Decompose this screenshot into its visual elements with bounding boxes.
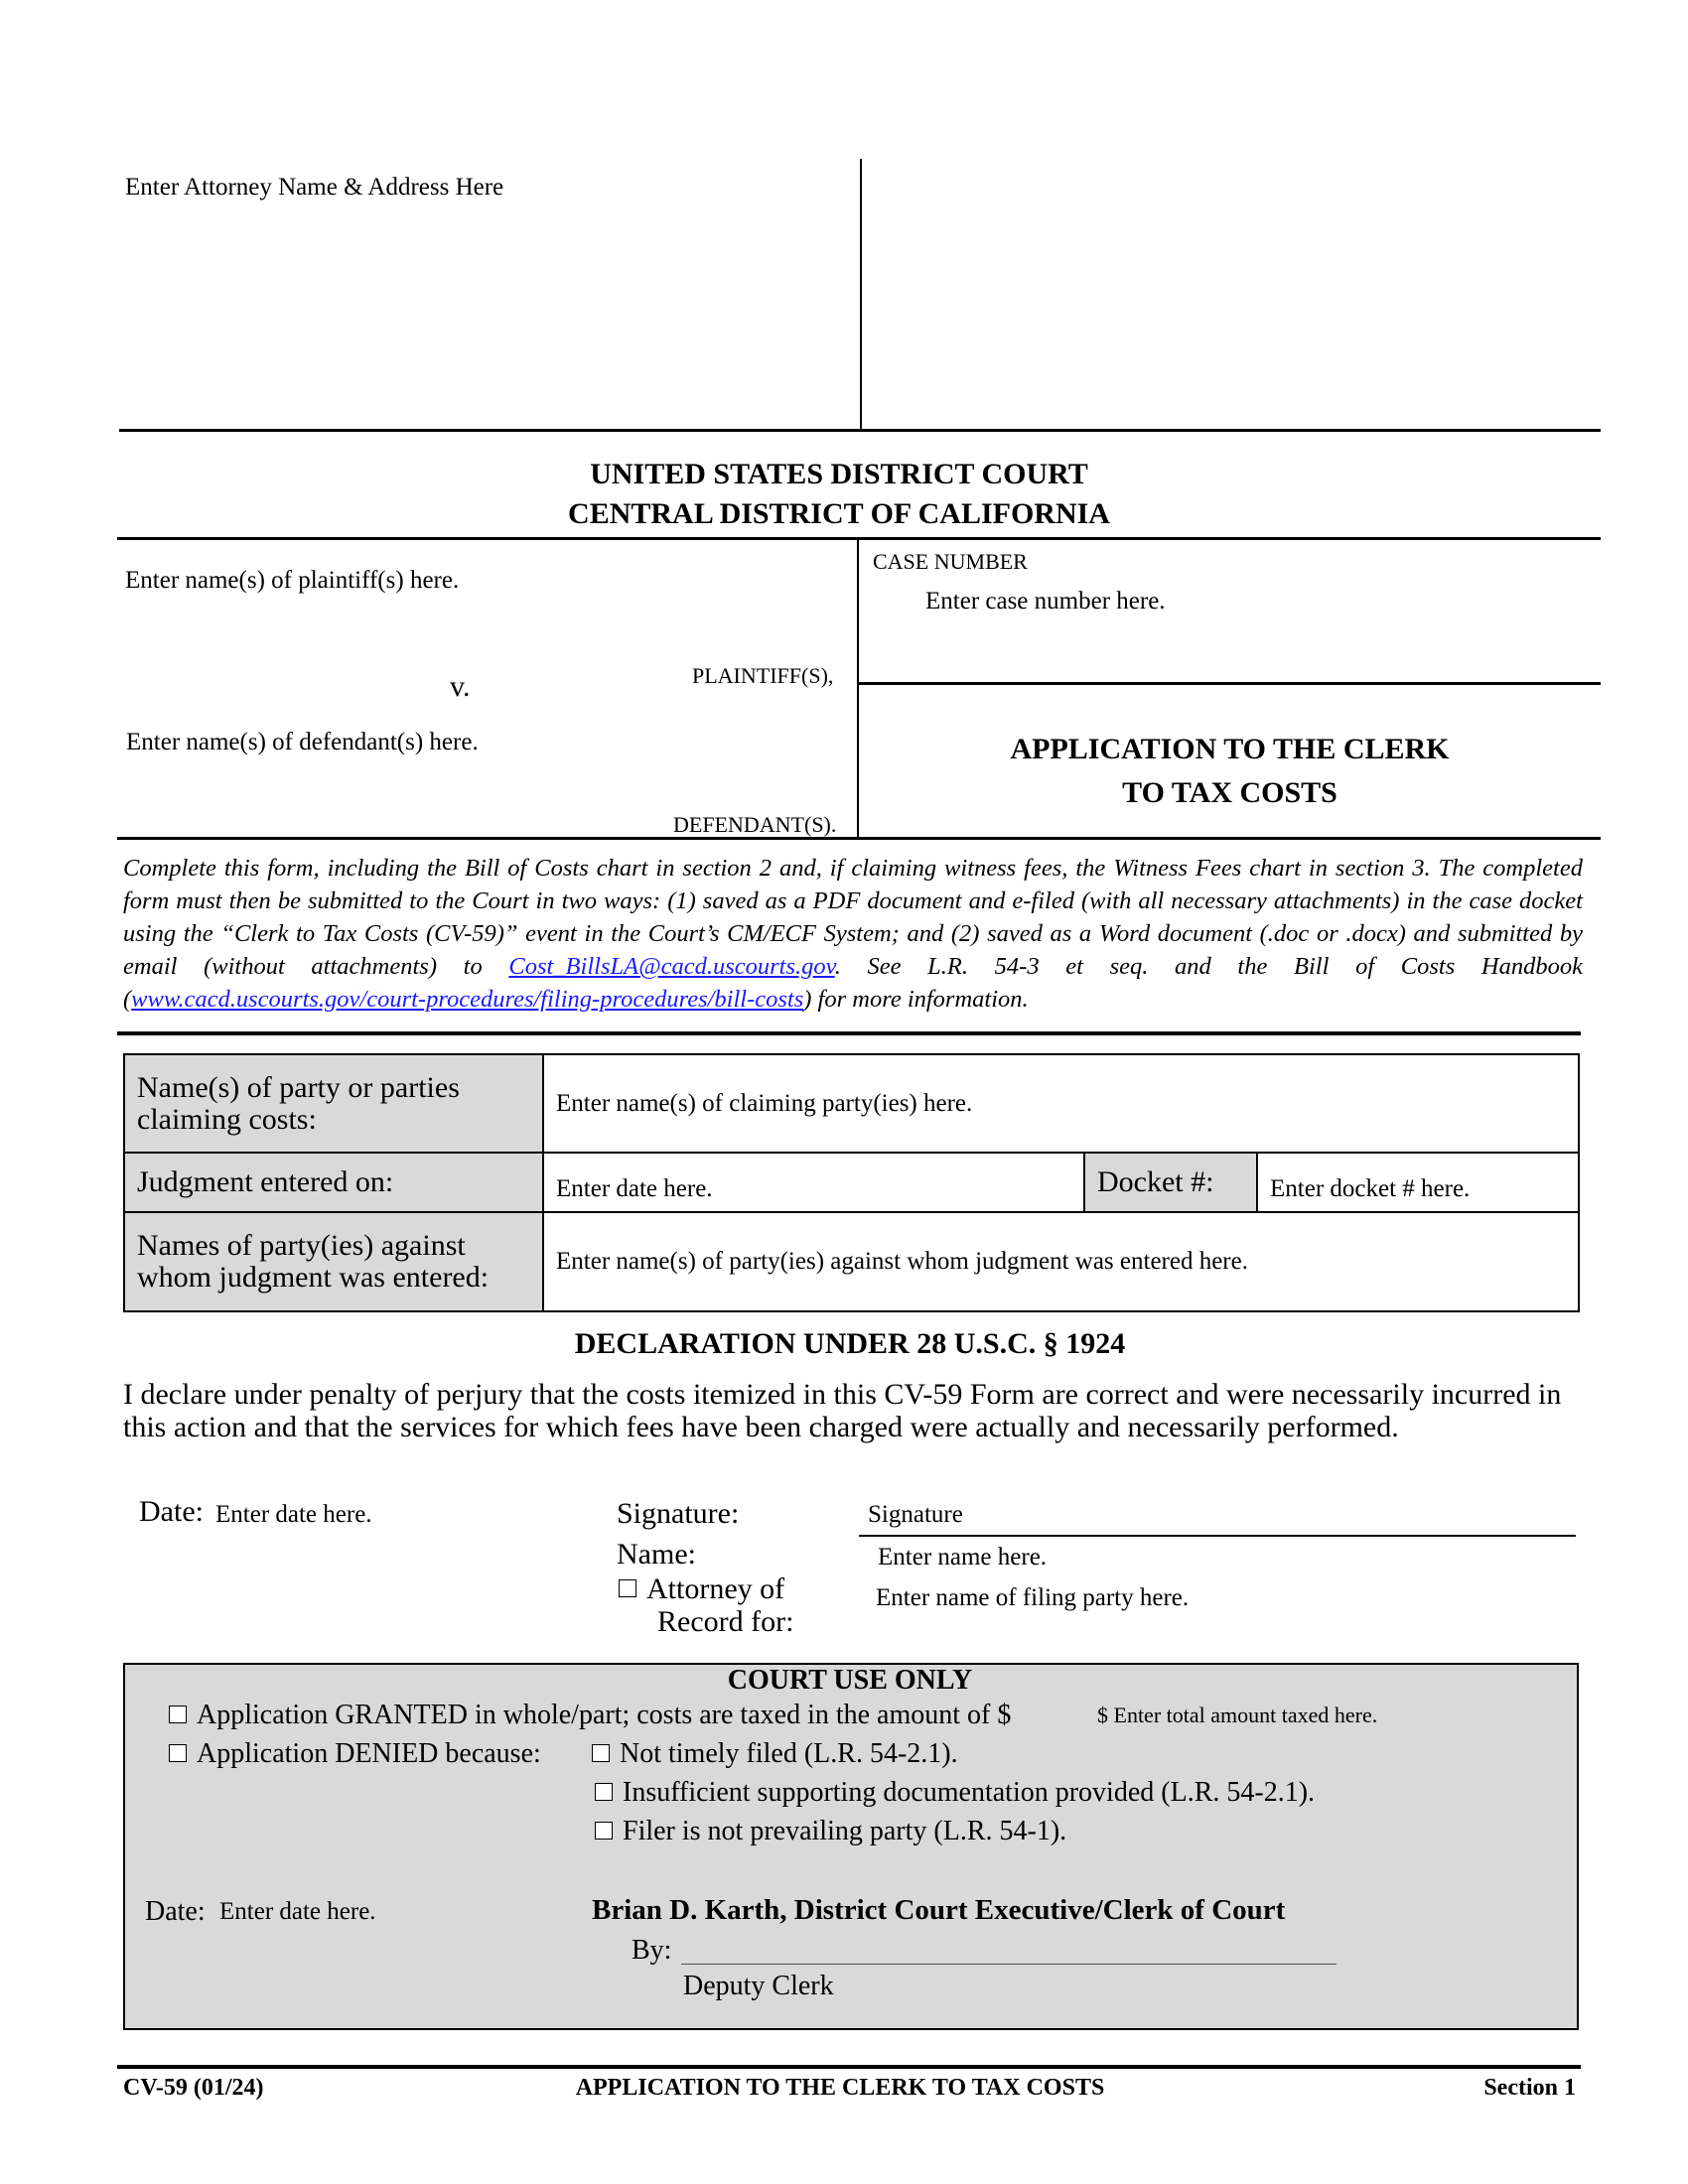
- declaration-date-field[interactable]: Enter date here.: [215, 1501, 372, 1528]
- court-name: UNITED STATES DISTRICT COURT: [590, 458, 1088, 490]
- granted-label: Application GRANTED in whole/part; costs are taxed in the amount of $: [197, 1700, 1012, 1730]
- attorney-block-divider: [860, 159, 862, 430]
- filing-party-field[interactable]: Enter name of filing party here.: [876, 1584, 1190, 1611]
- reason-not-prevailing-checkbox[interactable]: [595, 1822, 613, 1840]
- declarant-name-field[interactable]: Enter name here.: [878, 1544, 1048, 1570]
- instructions-bottom-rule: [117, 1031, 1581, 1035]
- reason-not-timely-label: Not timely filed (L.R. 54-2.1).: [620, 1738, 958, 1769]
- defendant-name-field[interactable]: Enter name(s) of defendant(s) here.: [126, 729, 479, 755]
- reason-not-timely-checkbox[interactable]: [592, 1744, 610, 1762]
- declaration-heading: DECLARATION UNDER 28 U.S.C. § 1924: [574, 1327, 1126, 1360]
- record-for-label: Record for:: [657, 1605, 794, 1638]
- clerk-email-link[interactable]: Cost_BillsLA@cacd.uscourts.gov: [508, 953, 835, 980]
- granted-checkbox[interactable]: [169, 1706, 187, 1723]
- judgment-date-field[interactable]: Enter date here.: [543, 1153, 1084, 1212]
- defendant-label: DEFENDANT(S).: [673, 812, 837, 837]
- form-title-line1: APPLICATION TO THE CLERK: [1010, 733, 1450, 765]
- docket-label: Docket #:: [1084, 1153, 1257, 1212]
- footer-rule: [117, 2065, 1581, 2069]
- versus-text: v.: [450, 670, 471, 703]
- court-date-field[interactable]: Enter date here.: [219, 1898, 376, 1925]
- against-party-field[interactable]: Enter name(s) of party(ies) against whom judgment was entered here.: [543, 1212, 1579, 1311]
- deputy-clerk-label: Deputy Clerk: [683, 1971, 834, 2001]
- table-row: [124, 1153, 1579, 1212]
- attorney-of-record-checkbox[interactable]: [619, 1579, 636, 1597]
- section-label: Section 1: [1483, 2075, 1576, 2101]
- party-info-table: [123, 1053, 1580, 1312]
- reason-insufficient-label: Insufficient supporting documentation provided (L.R. 54-2.1).: [623, 1777, 1316, 1808]
- heading-bottom-rule: [117, 537, 1601, 540]
- case-number-field[interactable]: Enter case number here.: [925, 588, 1166, 614]
- caption-bottom-rule: [117, 837, 1601, 840]
- instructions-paragraph: [123, 852, 1583, 1016]
- table-row: [124, 1054, 1579, 1153]
- signature-line: [859, 1535, 1576, 1537]
- footer-title: APPLICATION TO THE CLERK TO TAX COSTS: [575, 2075, 1105, 2101]
- court-heading: [0, 455, 1678, 534]
- court-use-heading: COURT USE ONLY: [727, 1665, 973, 1696]
- plaintiff-name-field[interactable]: Enter name(s) of plaintiff(s) here.: [125, 567, 460, 594]
- declaration-date-label: Date:: [139, 1495, 204, 1528]
- judgment-date-label: Judgment entered on:: [124, 1153, 543, 1212]
- clerk-of-court-name: Brian D. Karth, District Court Executive/Clerk of Court: [592, 1894, 1286, 1926]
- attorney-of-record-option[interactable]: [619, 1572, 784, 1606]
- reason-not-timely-option[interactable]: [592, 1738, 958, 1770]
- by-label: By:: [632, 1935, 672, 1966]
- reason-insufficient-option[interactable]: [595, 1777, 1315, 1809]
- instructions-text-1: Complete this form, including the Bill of Costs chart in section 2 and, if claiming witness fees, the Witness Fees chart in section 3. The completed form must then be submitted to the Court in two ways: (1) saved as a PDF document and e-filed (with all necessary attachments) in the case docket using the “Clerk to Tax Costs (CV-59)” event in the Court’s CM/ECF System; and (2) saved as a Word document (.doc or .docx) and submitted by email (without attachments) to: [123, 855, 1583, 980]
- name-label: Name:: [617, 1538, 696, 1570]
- deputy-signature-line: [681, 1964, 1336, 1965]
- claiming-party-label: Name(s) of party or parties claiming costs:: [124, 1054, 543, 1153]
- against-party-label: Names of party(ies) against whom judgment was entered:: [124, 1212, 543, 1311]
- reason-insufficient-checkbox[interactable]: [595, 1783, 613, 1801]
- case-number-bottom-rule: [858, 682, 1601, 685]
- denied-option[interactable]: [169, 1738, 541, 1770]
- denied-checkbox[interactable]: [169, 1744, 187, 1762]
- instructions-text-2: . See L.R. 54-3 et seq. and the Bill of Costs Handbook (: [123, 953, 1583, 1013]
- attorney-name-address-field[interactable]: Enter Attorney Name & Address Here: [125, 174, 504, 201]
- plaintiff-label: PLAINTIFF(S),: [692, 663, 834, 688]
- bill-costs-handbook-link[interactable]: www.cacd.uscourts.gov/court-procedures/filing-procedures/bill-costs: [131, 986, 804, 1013]
- table-row: [124, 1212, 1579, 1311]
- denied-label: Application DENIED because:: [197, 1738, 541, 1769]
- form-id: CV-59 (01/24): [123, 2075, 264, 2101]
- signature-field[interactable]: Signature: [868, 1501, 963, 1528]
- form-title: [859, 728, 1601, 815]
- declaration-body: I declare under penalty of perjury that the costs itemized in this CV-59 Form are correct and were necessarily incurred in this action and that the services for which fees have been charged were actually and necessarily performed.: [123, 1378, 1562, 1443]
- reason-not-prevailing-option[interactable]: [595, 1816, 1066, 1847]
- reason-not-prevailing-label: Filer is not prevailing party (L.R. 54-1).: [623, 1816, 1067, 1846]
- granted-option[interactable]: [169, 1700, 1011, 1731]
- amount-taxed-field[interactable]: $ Enter total amount taxed here.: [1097, 1703, 1378, 1727]
- attorney-of-record-label: Attorney of: [646, 1572, 785, 1605]
- instructions-text-3: ) for more information.: [803, 986, 1029, 1013]
- court-district: CENTRAL DISTRICT OF CALIFORNIA: [568, 497, 1110, 530]
- case-number-label: CASE NUMBER: [873, 549, 1028, 574]
- claiming-party-field[interactable]: Enter name(s) of claiming party(ies) here.: [543, 1054, 1579, 1153]
- signature-label: Signature:: [617, 1497, 740, 1530]
- form-title-line2: TO TAX COSTS: [1122, 776, 1337, 809]
- attorney-block-bottom-rule: [119, 429, 1601, 432]
- court-date-label: Date:: [145, 1896, 206, 1927]
- docket-number-field[interactable]: Enter docket # here.: [1257, 1153, 1579, 1212]
